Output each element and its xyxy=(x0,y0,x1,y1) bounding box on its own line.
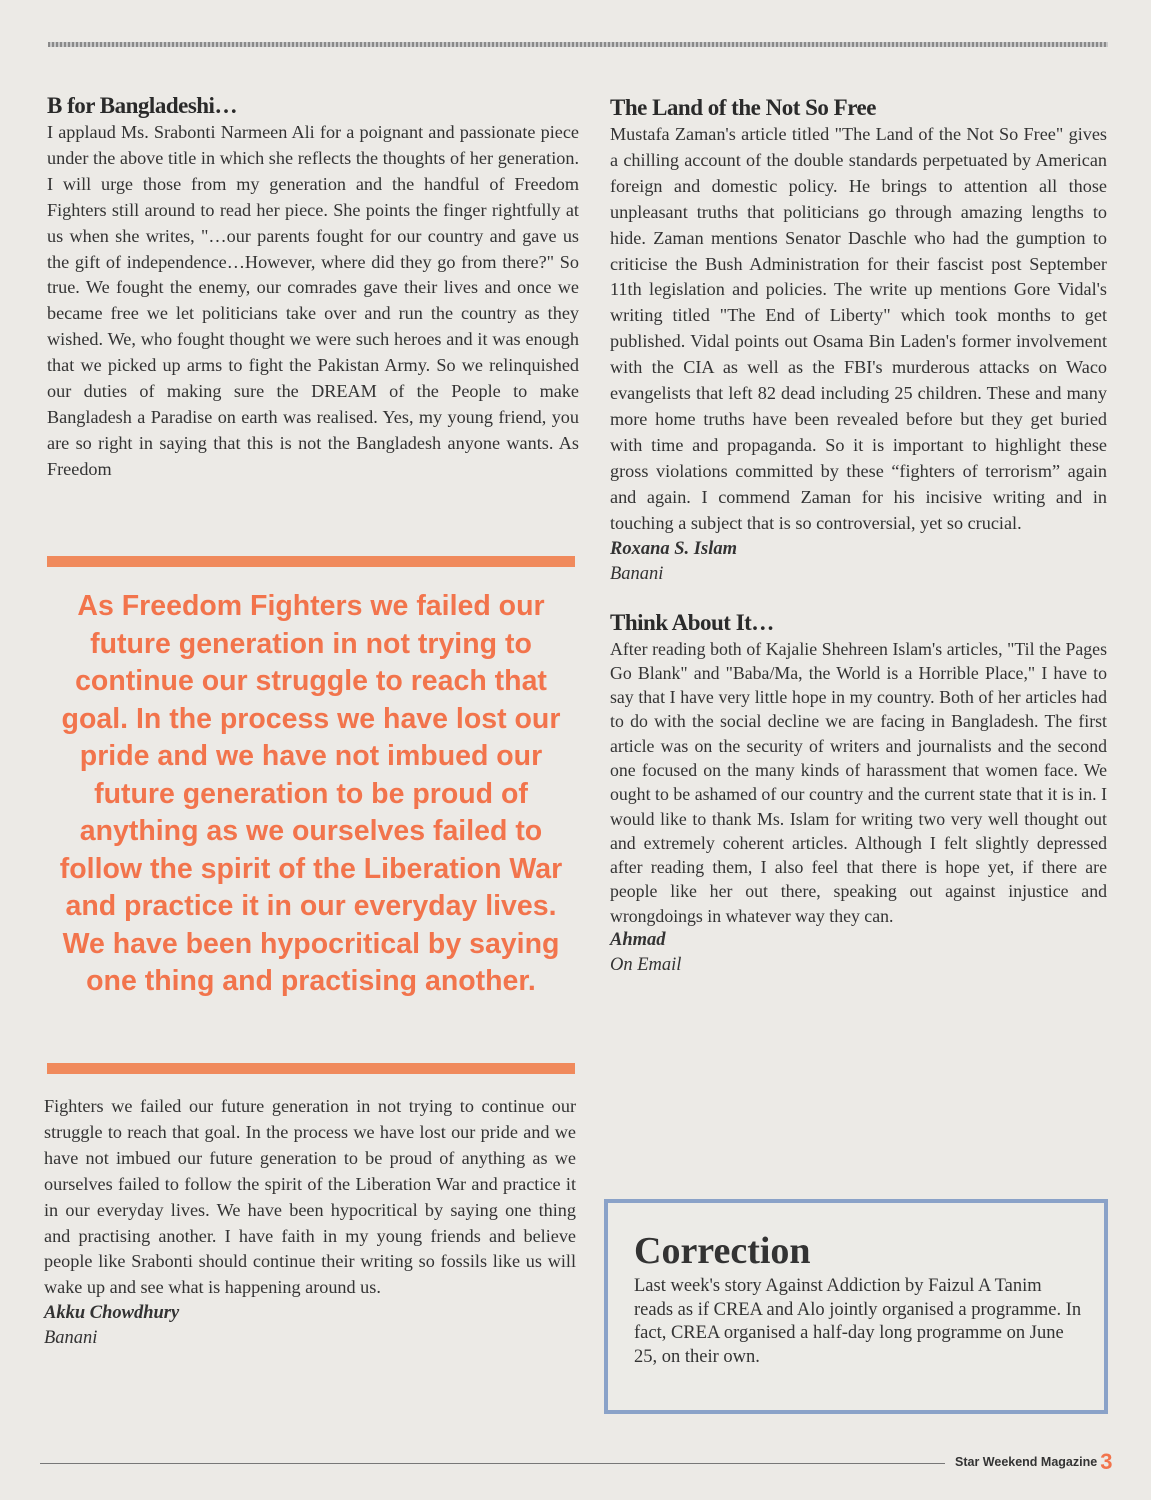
letter-land-not-free xyxy=(610,94,1107,587)
letter-think-about-it xyxy=(610,609,1107,979)
letter-body-bangladeshi-part1: I applaud Ms. Srabonti Narmeen Ali for a poignant and passionate piece under the above title in which she reflects the thoughts of her generation. I will urge those from my generation and the handful of Freedom Fighters still around to read her piece. She points the finger rightfully at us when she writes, "…our parents fought for our country and gave us the gift of independence…However, where did they go from there?" So true. We fought the enemy, our comrades gave their lives and once we became free we let politicians take over and run the country as they wished. We, who fought thought we were such heroes and it was enough that we picked up arms to fight the Pakistan Army. So we relinquished our duties of making sure the DREAM of the People to make Bangladesh a Paradise on earth was realised. Yes, my young friend, you are so right in saying that this is not the Bangladesh anyone wants. As Freedom xyxy=(47,122,579,479)
letter-author-bangladeshi: Akku Chowdhury xyxy=(44,1303,180,1324)
letter-location-land-not-free: Banani xyxy=(610,563,664,584)
letter-body-think-about-it: After reading both of Kajalie Shehreen Islam's articles, "Til the Pages Go Blank" and "Baba/Ma, the World is a Horrible Place," I have to say that I have very little hope in my country. Both of her articles had to do with the social decline we are facing in Bangladesh. The first article was on the security of writers and journalists and the second one focused on the many kinds of harassment that women face. We ought to be ashamed of our country and the current state that it is in. I would like to thank Ms. Islam for writing two very well thought out and extremely coherent articles. Although I felt slightly depressed after reading them, I also feel that there is hope yet, if there are people like her out there, speaking out against injustice and wrongdoings in whatever way they can. xyxy=(610,638,1107,926)
letter-bangladeshi xyxy=(47,92,579,483)
pullquote xyxy=(47,556,575,1076)
footer-publication: Star Weekend Magazine xyxy=(955,1455,1098,1469)
letter-title-bangladeshi: B for Bangladeshi… xyxy=(47,93,237,118)
correction-title: Correction xyxy=(634,1230,811,1272)
correction-box xyxy=(604,1199,1108,1414)
pullquote-text: As Freedom Fighters we failed our future generation in not trying to continue our struggle to reach that goal. In the process we have lost our pride and we have not imbued our future generation to be proud of anything as we ourselves failed to follow the spirit of the Liberation War and practice it in our everyday lives. We have been hypocritical by saying one thing and practising another. xyxy=(59,590,563,997)
correction-body: Last week's story Against Addiction by Faizul A Tanim reads as if CREA and Alo jointly organised a programme. In fact, CREA organised a half-day long programme on June 25, on their own. xyxy=(634,1276,1082,1367)
letter-bangladeshi-continued xyxy=(44,1094,576,1351)
pullquote-top-bar xyxy=(47,556,575,567)
letter-title-land-not-free: The Land of the Not So Free xyxy=(610,95,876,120)
letter-author-think-about-it: Ahmad xyxy=(610,930,666,951)
pullquote-bottom-bar xyxy=(47,1063,575,1074)
footer-page-number: 3 xyxy=(1100,1449,1113,1474)
bottom-rule xyxy=(40,1463,945,1464)
letter-body-land-not-free: Mustafa Zaman's article titled "The Land of the Not So Free" gives a chilling account of the double standards perpetuated by American foreign and domestic policy. He brings to attention all those unpleasant truths that politicians go through amazing lengths to hide. Zaman mentions Senator Daschle who had the gumption to criticise the Bush Administration for their fascist post September 11th legislation and policies. The write up mentions Gore Vidal's writing titled "The End of Liberty" which took months to get published. Vidal points out Osama Bin Laden's former involvement with the CIA as well as the FBI's murderous attacks on Waco evangelists that left 82 dead including 25 children. These and many more home truths have been revealed before but they get buried with time and propaganda. So it is important to highlight these gross violations committed by these “fighters of terrorism” again and again. I commend Zaman for his incisive writing and in touching a subject that is so controversial, yet so crucial. xyxy=(610,124,1107,533)
page-footer xyxy=(955,1449,1112,1475)
top-rule xyxy=(48,42,1108,47)
letter-location-bangladeshi: Banani xyxy=(44,1328,98,1349)
letter-body-bangladeshi-part2: Fighters we failed our future generation in not trying to continue our struggle to reach that goal. In the process we have lost our pride and we have not imbued our future generation to be proud of anything as we ourselves failed to follow the spirit of the Liberation War and practice it in our everyday lives. We have been hypocritical by saying one thing and practising another. I have faith in my young friends and believe people like Srabonti should continue their writing so fossils like us will wake up and see what is happening around us. xyxy=(44,1096,576,1298)
letter-location-think-about-it: On Email xyxy=(610,955,682,976)
letter-author-land-not-free: Roxana S. Islam xyxy=(610,538,737,559)
right-column xyxy=(610,94,1107,978)
letter-title-think-about-it: Think About It… xyxy=(610,609,774,635)
